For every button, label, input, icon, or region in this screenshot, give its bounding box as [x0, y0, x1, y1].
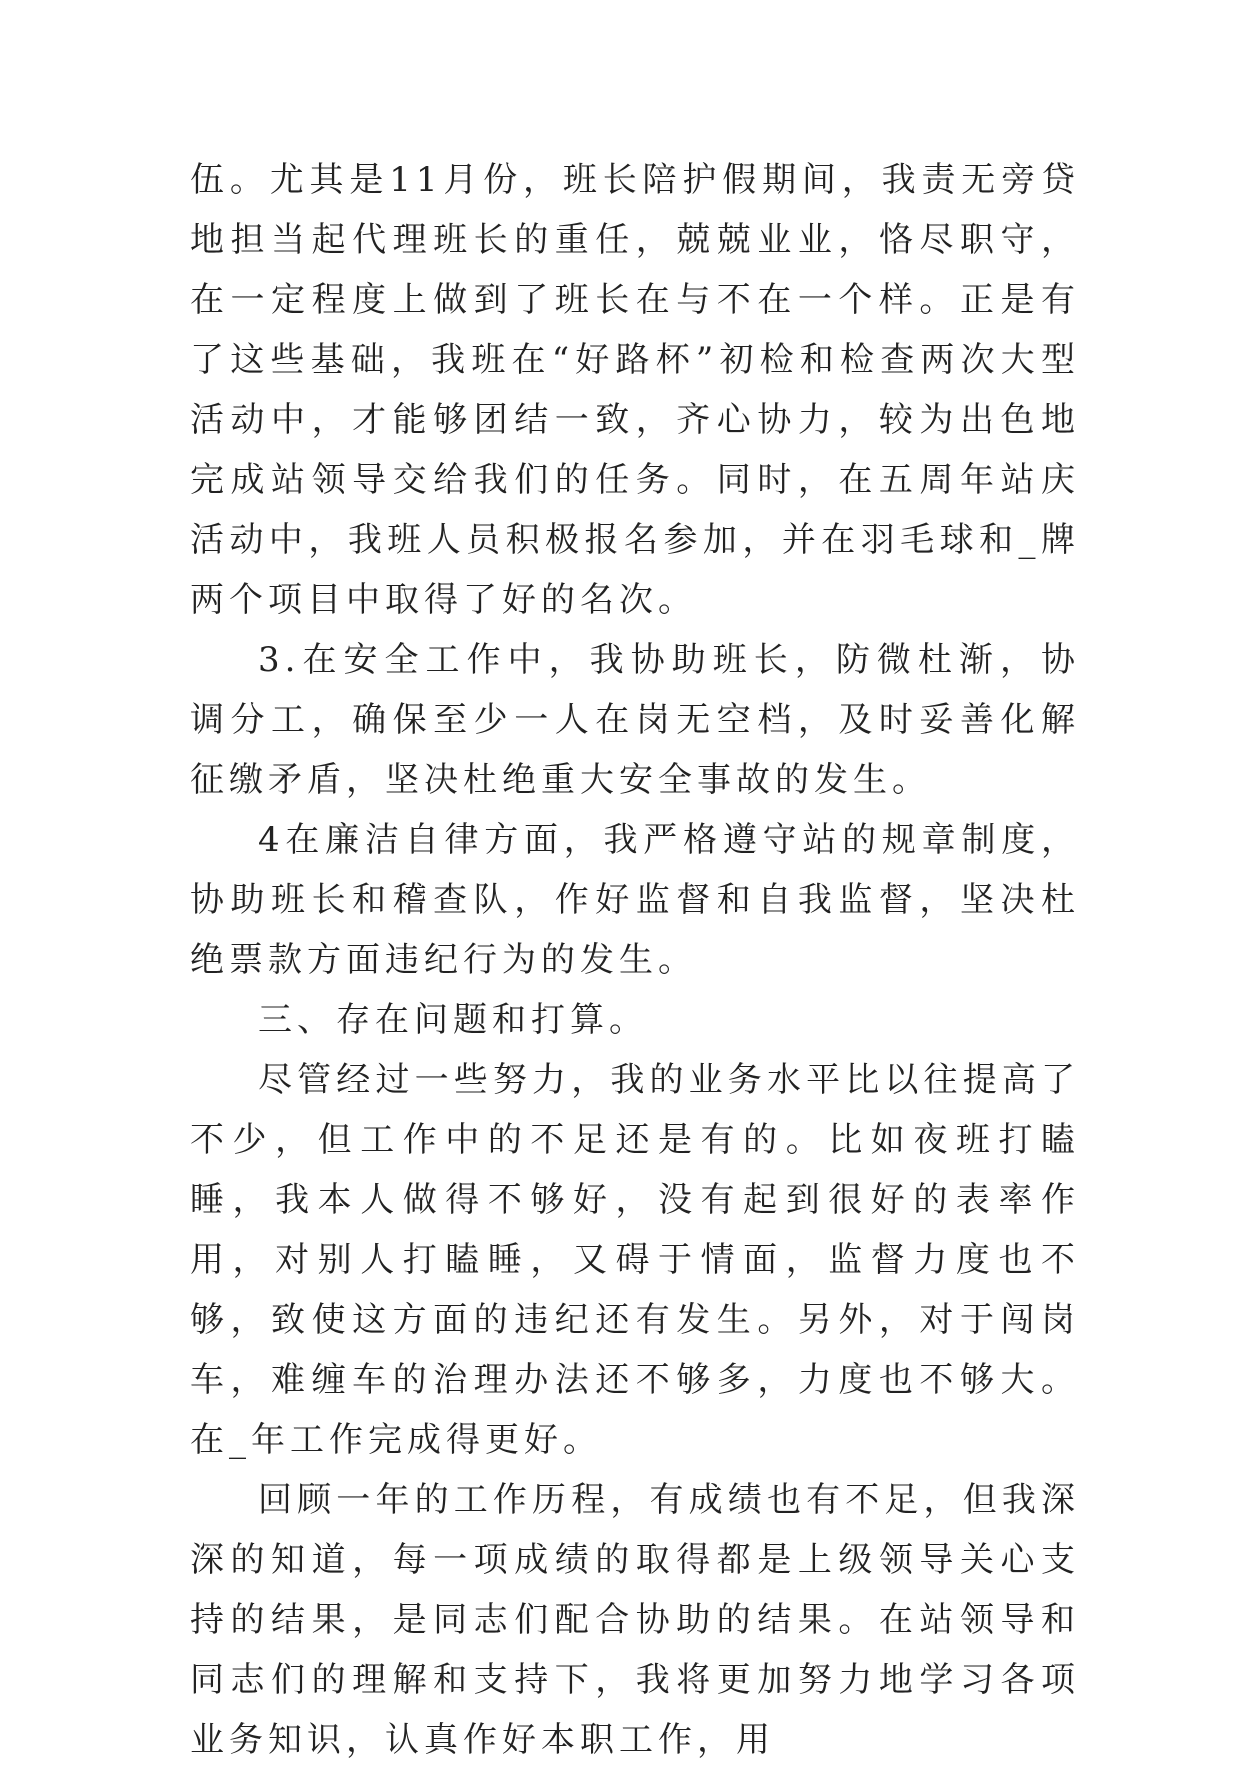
- paragraph-safety-work: 3.在安全工作中，我协助班长，防微杜渐，协调分工，确保至少一人在岗无空档，及时妥善化解征缴矛盾，坚决杜绝重大安全事故的发生。: [190, 640, 1080, 800]
- paragraph-review: 回顾一年的工作历程，有成绩也有不足，但我深深的知道，每一项成绩的取得都是上级领导关心支持的结果，是同志们配合协助的结果。在站领导和同志们的理解和支持下，我将更加努力地学习各项业务知识，认真作好本职工作，用: [190, 1480, 1080, 1760]
- paragraph-integrity: 4在廉洁自律方面，我严格遵守站的规章制度，协助班长和稽查队，作好监督和自我监督，坚决杜绝票款方面违纪行为的发生。: [190, 820, 1080, 980]
- document-body: [190, 150, 1080, 1770]
- section-heading-problems: 三、存在问题和打算。: [258, 1000, 648, 1040]
- paragraph-continuation: 伍。尤其是11月份，班长陪护假期间，我责无旁贷地担当起代理班长的重任，兢兢业业，恪尽职守，在一定程度上做到了班长在与不在一个样。正是有了这些基础，我班在“好路杯”初检和检查两次大型活动中，才能够团结一致，齐心协力，较为出色地完成站领导交给我们的任务。同时，在五周年站庆活动中，我班人员积极报名参加，并在羽毛球和_牌两个项目中取得了好的名次。: [190, 160, 1080, 620]
- paragraph-shortcomings: 尽管经过一些努力，我的业务水平比以往提高了不少，但工作中的不足还是有的。比如夜班打瞌睡，我本人做得不够好，没有起到很好的表率作用，对别人打瞌睡，又碍于情面，监督力度也不够，致使这方面的违纪还有发生。另外，对于闯岗车，难缠车的治理办法还不够多，力度也不够大。在_年工作完成得更好。: [190, 1060, 1080, 1460]
